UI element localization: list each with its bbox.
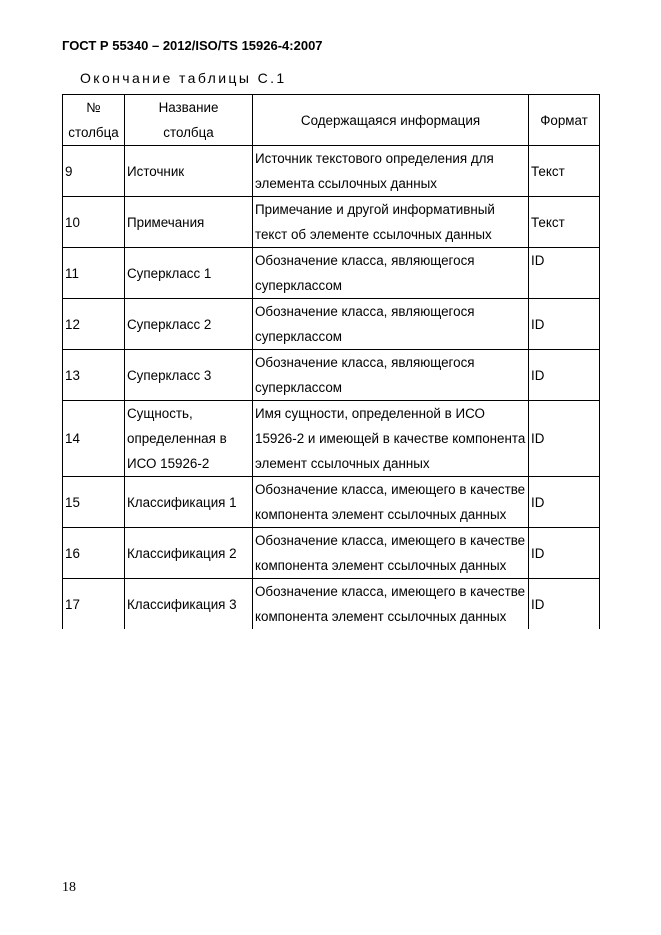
cell-info: Обозначение класса, имеющего в качестве компонента элемент ссылочных данных: [253, 579, 529, 630]
cell-number: 11: [63, 248, 125, 299]
cell-format: ID: [529, 528, 600, 579]
header-column-number-line1: №: [86, 100, 101, 115]
document-header: ГОСТ Р 55340 – 2012/ISO/TS 15926-4:2007: [62, 38, 323, 53]
table-row: [63, 248, 600, 299]
header-column-name-line2: столбца: [163, 125, 214, 140]
cell-info: Примечание и другой информативный текст об элементе ссылочных данных: [253, 197, 529, 248]
cell-number: 17: [63, 579, 125, 630]
cell-number: 13: [63, 350, 125, 401]
header-column-format: Формат: [529, 95, 600, 146]
table-caption: Окончание таблицы С.1: [80, 70, 287, 86]
cell-name: Сущность, определенная в ИСО 15926-2: [125, 401, 253, 477]
header-column-number-line2: столбца: [68, 125, 119, 140]
table-row: [63, 146, 600, 197]
data-table: [62, 94, 600, 629]
table-row: [63, 299, 600, 350]
table-row: [63, 528, 600, 579]
cell-number: 16: [63, 528, 125, 579]
cell-format: ID: [529, 401, 600, 477]
data-table-container: [62, 94, 599, 629]
cell-name: Источник: [125, 146, 253, 197]
table-row: [63, 579, 600, 630]
cell-name: Классификация 3: [125, 579, 253, 630]
header-column-number: [63, 95, 125, 146]
header-column-name-line1: Название: [158, 100, 219, 115]
header-column-name: [125, 95, 253, 146]
cell-number: 10: [63, 197, 125, 248]
cell-format: Текст: [529, 146, 600, 197]
page-number: 18: [62, 880, 76, 895]
table-row: [63, 197, 600, 248]
cell-name: Суперкласс 1: [125, 248, 253, 299]
cell-number: 14: [63, 401, 125, 477]
header-column-info: Содержащаяся информация: [253, 95, 529, 146]
cell-name: Суперкласс 2: [125, 299, 253, 350]
cell-number: 9: [63, 146, 125, 197]
cell-info: Обозначение класса, являющегося суперклассом: [253, 350, 529, 401]
cell-format: ID: [529, 579, 600, 630]
cell-info: Обозначение класса, являющегося суперклассом: [253, 299, 529, 350]
cell-name: Классификация 1: [125, 477, 253, 528]
cell-info: Имя сущности, определенной в ИСО 15926-2 и имеющей в качестве компонента элемент ссылочных данных: [253, 401, 529, 477]
cell-info: Обозначение класса, имеющего в качестве компонента элемент ссылочных данных: [253, 528, 529, 579]
cell-number: 15: [63, 477, 125, 528]
cell-format: ID: [529, 248, 600, 299]
table-row: [63, 477, 600, 528]
cell-info: Обозначение класса, имеющего в качестве компонента элемент ссылочных данных: [253, 477, 529, 528]
cell-name: Суперкласс 3: [125, 350, 253, 401]
cell-format: ID: [529, 477, 600, 528]
cell-name: Классификация 2: [125, 528, 253, 579]
cell-format: ID: [529, 350, 600, 401]
cell-info: Обозначение класса, являющегося суперклассом: [253, 248, 529, 299]
cell-format: ID: [529, 299, 600, 350]
table-row: [63, 401, 600, 477]
cell-number: 12: [63, 299, 125, 350]
cell-name: Примечания: [125, 197, 253, 248]
table-header-row: [63, 95, 600, 146]
cell-format: Текст: [529, 197, 600, 248]
cell-info: Источник текстового определения для элемента ссылочных данных: [253, 146, 529, 197]
table-row: [63, 350, 600, 401]
